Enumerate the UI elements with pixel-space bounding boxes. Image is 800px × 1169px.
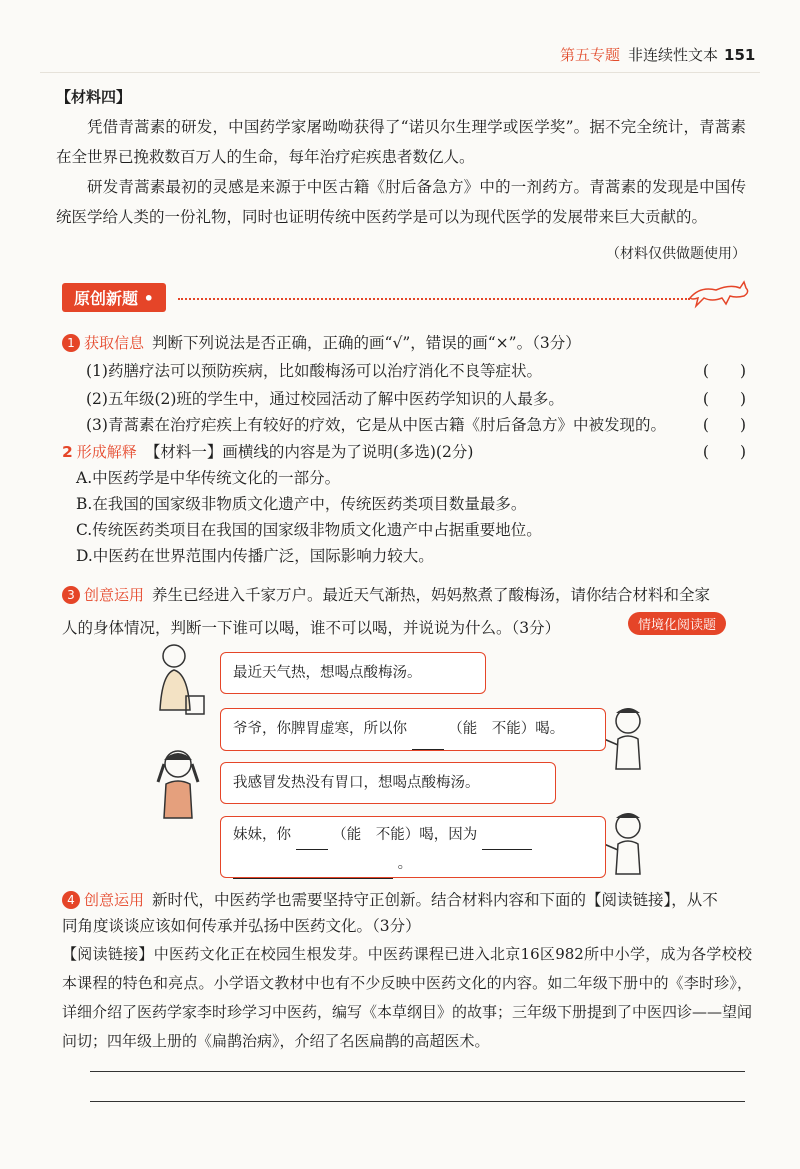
running-cat-icon [686,276,750,310]
grandpa-speech-bubble [220,652,486,694]
reading-link [62,940,752,1056]
question-4-number: 4 [62,891,80,909]
question-4-tag: 创意运用 [84,891,145,909]
answer-blank-reason-1[interactable] [482,821,532,850]
question-1-text: 判断下列说法是否正确，正确的画“√”，错误的画“×”。（3分） [152,334,581,352]
section-divider [178,298,690,300]
boy1-speech-part-1: 爷爷，你脾胃虚寒，所以你 [233,721,407,737]
q2-option-c: C.传统医药类项目在我国的国家级非物质文化遗产中占据重要地位。 [76,521,542,539]
section-title: 原创新题 • [62,283,166,312]
question-4-stem [62,888,752,910]
question-3-stem [62,583,752,605]
q2-option-d: D.中医药在世界范围内传播广泛，国际影响力较大。 [76,547,434,565]
question-3-number: 3 [62,586,80,604]
page-number: 151 [724,46,756,64]
question-4-text-1: 新时代，中医药学也需要坚持守正创新。结合材料内容和下面的【阅读链接】，从不 [152,891,718,909]
section-title-text: 原创新题 [74,289,139,308]
situational-reading-badge: 情境化阅读题 [628,612,726,635]
answer-blank-reason-2[interactable] [233,850,393,879]
header-topic: 第五专题 [560,46,621,64]
q2-option-a: A.中医药学是中华传统文化的一部分。 [76,469,341,487]
girl-speech: 我感冒发热没有胃口，想喝点酸梅汤。 [233,775,480,791]
reading-link-tag: 【阅读链接】 [62,945,154,963]
q1-answer-box-2[interactable]: ( ) [702,390,746,408]
boy2-speech-part-1: 妹妹，你 [233,827,291,843]
boy-speech-bubble-2 [220,816,606,878]
question-3-text-2: 人的身体情况，判断一下谁可以喝，谁不可以喝，并说说为什么。（3分） [62,619,561,637]
question-4-text-2: 同角度谈谈应该如何传承并弘扬中医药文化。（3分） [62,917,421,935]
grandpa-speech: 最近天气热，想喝点酸梅汤。 [233,665,422,681]
question-2-tag: 形成解释 [76,443,137,461]
question-2-stem [62,440,752,462]
answer-blank-grandpa[interactable] [412,709,444,750]
material-note: （材料仅供做题使用） [606,246,746,262]
question-1-number: 1 [62,334,80,352]
header-name: 非连续性文本 [628,46,719,64]
answer-line-2[interactable] [90,1101,745,1102]
q2-option-b: B.在我国的国家级非物质文化遗产中，传统医药类项目数量最多。 [76,495,527,513]
reading-link-text: 中医药文化正在校园生根发芽。中医药课程已进入北京16区982所中小学，成为各学校校本课程的特色和亮点。小学语文教材中也有不少反映中医药文化的内容。如二年级下册中的《李时珍》，详细介绍了医药学家李时珍学习中医药，编写《本草纲目》的故事；三年级下册提到了中医四诊——望闻问切；四年级上册的《扁鹊治病》，介绍了名医扁鹊的高超医术。 [62,945,753,1050]
q1-item-1: (1)药膳疗法可以预防疾病，比如酸梅汤可以治疗消化不良等症状。 [86,362,542,380]
boy-speech-bubble-1 [220,708,606,751]
boy1-speech-part-2: （能 不能）喝。 [448,721,565,737]
boy2-speech-part-2: （能 不能）喝，因为 [332,827,478,843]
material-paragraph-2: 研发青蒿素最初的灵感是来源于中医古籍《肘后备急方》中的一剂药方。青蒿素的发现是中国传统医学给人类的一份礼物，同时也证明传统中医药学是可以为现代医学的发展带来巨大贡献的。 [56,178,746,226]
grandpa-illustration [150,640,210,720]
q1-answer-box-1[interactable]: ( ) [702,362,746,380]
material-tag: 【材料四】 [56,88,132,106]
answer-line-1[interactable] [90,1071,745,1072]
header-divider [40,72,760,73]
girl-illustration [150,746,210,826]
material-paragraph-1: 凭借青蒿素的研发，中国药学家屠呦呦获得了“诺贝尔生理学或医学奖”。据不完全统计，青蒿素在全世界已挽救数百万人的生命，每年治疗疟疾患者数亿人。 [56,118,746,166]
question-1-tag: 获取信息 [84,334,145,352]
question-1-stem [62,331,752,353]
question-2-text: 【材料一】画横线的内容是为了说明(多选)(2分) [144,443,474,461]
boy2-speech-part-3: 。 [397,856,413,872]
q1-item-2: (2)五年级(2)班的学生中，通过校园活动了解中医药学知识的人最多。 [86,390,564,408]
page-header [560,44,760,68]
q1-item-3: (3)青蒿素在治疗疟疾上有较好的疗效，它是从中医古籍《肘后备急方》中被发现的。 [86,416,666,434]
answer-blank-sister[interactable] [296,821,328,850]
question-2-number: 2 [62,443,73,461]
question-3-tag: 创意运用 [84,586,145,604]
boy-illustration-2 [600,810,650,880]
girl-speech-bubble [220,762,556,804]
question-3-text-1: 养生已经进入千家万户。最近天气渐热，妈妈熬煮了酸梅汤，请你结合材料和全家 [152,586,711,604]
q1-answer-box-3[interactable]: ( ) [702,416,746,434]
boy-illustration-1 [600,705,650,775]
q2-answer-box[interactable]: ( ) [702,443,746,461]
